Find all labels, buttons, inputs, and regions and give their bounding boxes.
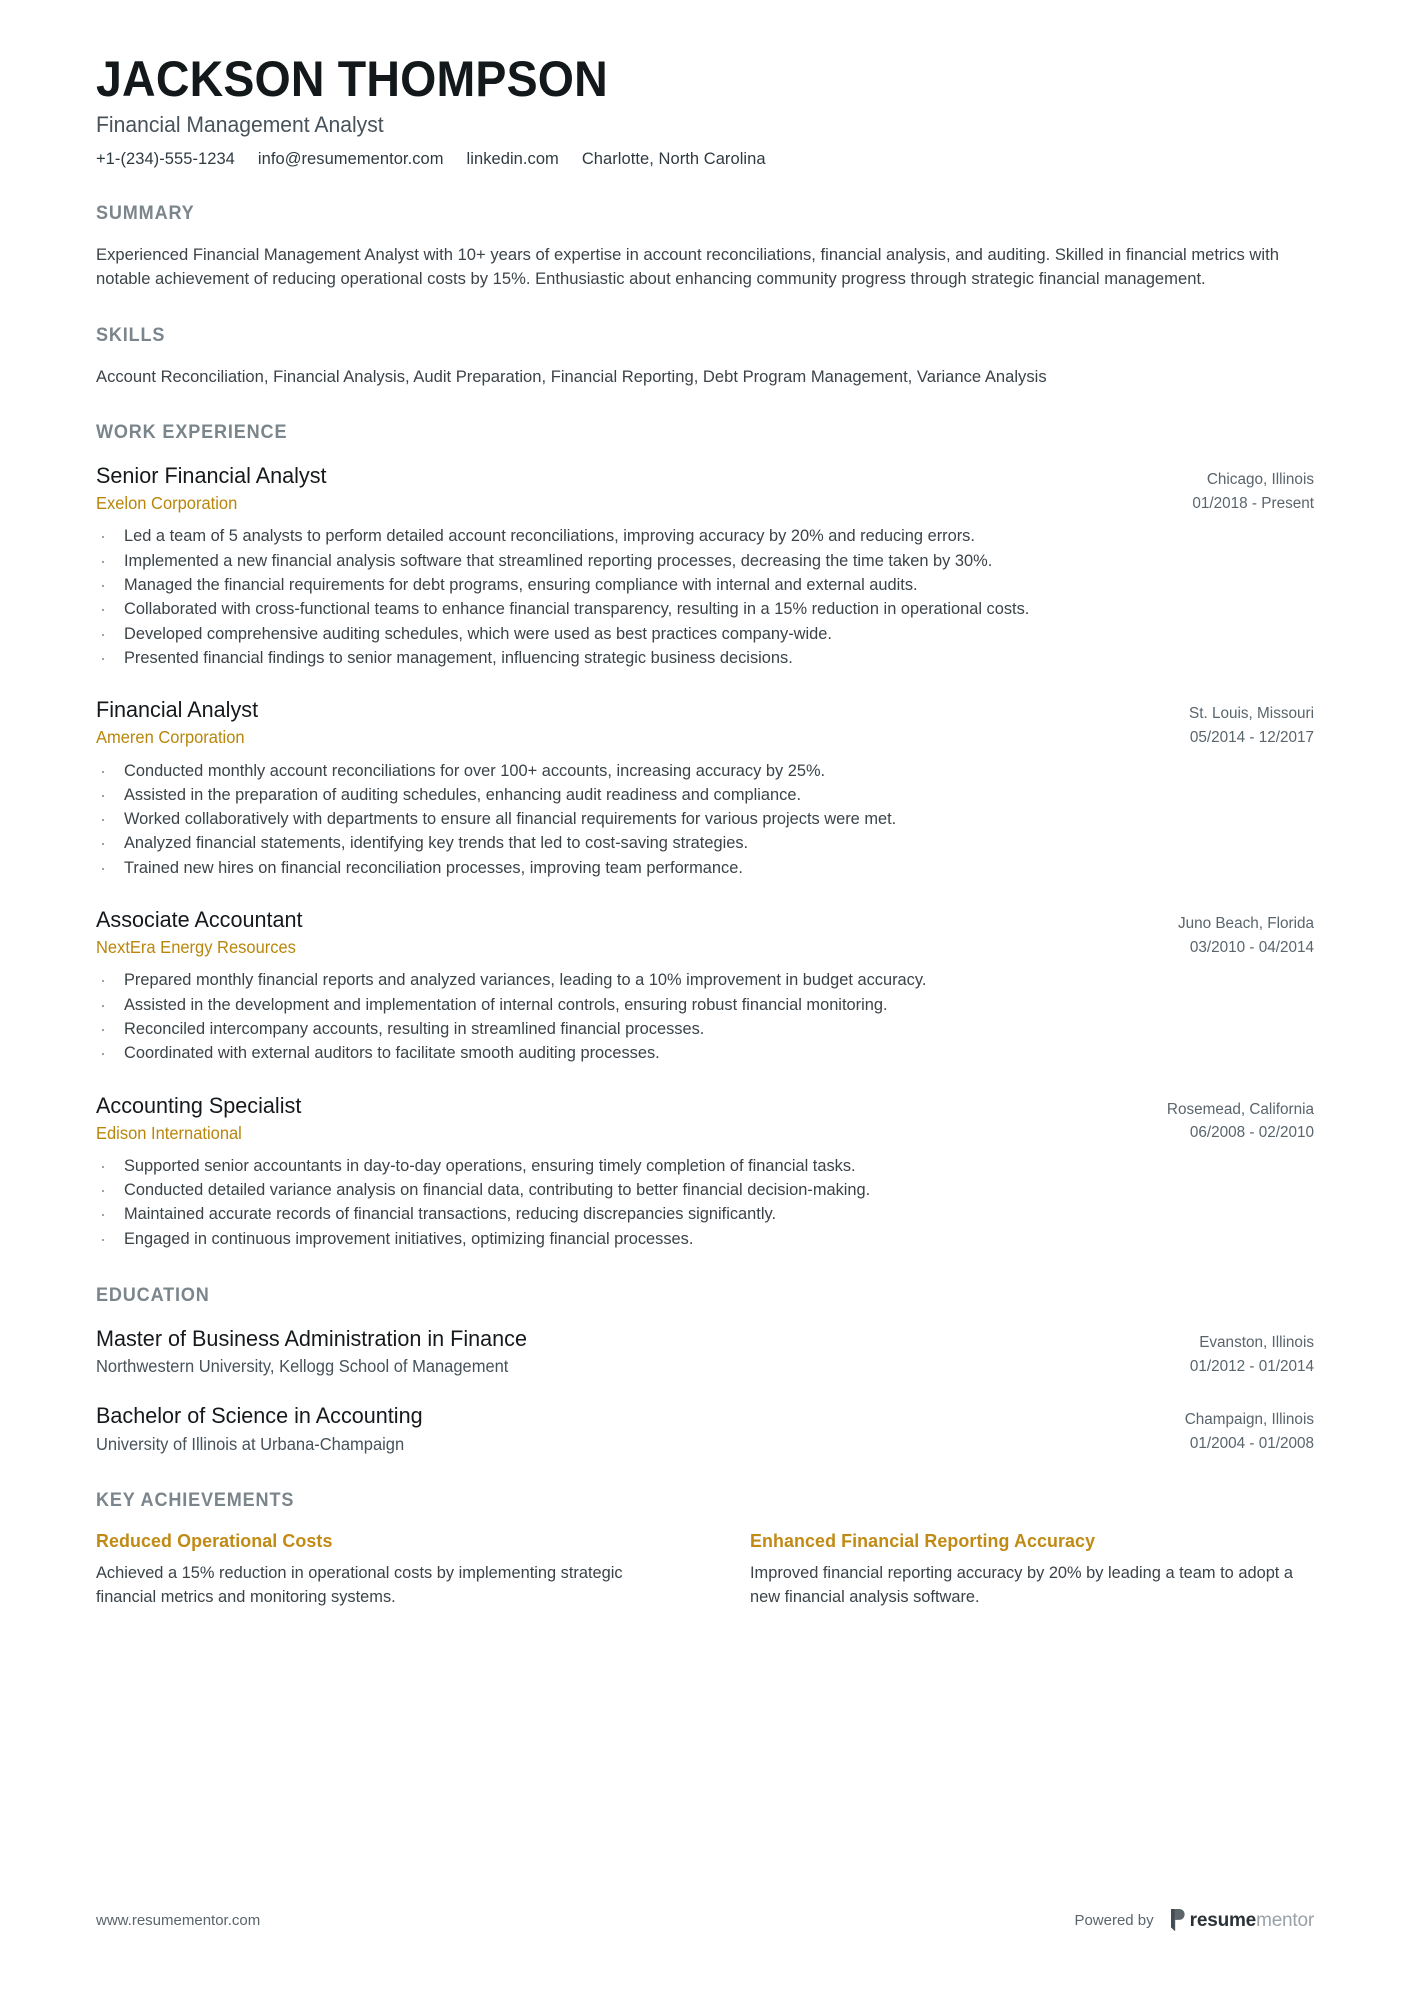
candidate-job-title: Financial Management Analyst <box>96 112 384 137</box>
experience-entry-head <box>96 696 1314 749</box>
education-entry <box>96 1325 1314 1378</box>
logo-text-light: mentor <box>1256 1909 1314 1931</box>
experience-location: St. Louis, Missouri <box>1189 705 1314 723</box>
education-heading: EDUCATION <box>96 1285 210 1307</box>
education-dates: 01/2004 - 01/2008 <box>1189 1435 1314 1453</box>
resumementor-logo-text <box>1190 1911 1314 1930</box>
skills-section <box>96 325 1314 389</box>
experience-entry <box>96 906 1314 1066</box>
summary-heading: SUMMARY <box>96 203 195 225</box>
bullet-item: · Presented financial findings to senior management, influencing strategic business decisions. <box>96 646 1314 670</box>
bullet-item: · Led a team of 5 analysts to perform detailed account reconciliations, improving accuracy by 20% and reducing errors. <box>96 524 1314 548</box>
experience-entry-meta <box>1178 906 1314 959</box>
education-location: Evanston, Illinois <box>1199 1334 1314 1352</box>
experience-entry <box>96 1092 1314 1252</box>
resumementor-logo <box>1170 1909 1314 1931</box>
key-achievements-heading: KEY ACHIEVEMENTS <box>96 1489 295 1511</box>
bullet-item: · Coordinated with external auditors to facilitate smooth auditing processes. <box>96 1041 1314 1065</box>
powered-by-label: Powered by <box>1074 1911 1154 1929</box>
education-degree: Bachelor of Science in Accounting <box>96 1403 423 1429</box>
candidate-name: JACKSON THOMPSON <box>96 51 608 107</box>
experience-dates: 06/2008 - 02/2010 <box>1189 1124 1314 1142</box>
experience-entry <box>96 462 1314 670</box>
bullet-item: · Assisted in the development and implementation of internal controls, ensuring robust financial monitoring. <box>96 993 1314 1017</box>
bullet-item: · Worked collaboratively with departments to ensure all financial requirements for various projects were met. <box>96 807 1314 831</box>
logo-text-strong: resume <box>1189 1909 1257 1931</box>
education-entry-meta <box>1185 1402 1314 1455</box>
experience-organization: Ameren Corporation <box>96 727 245 748</box>
education-entry-head <box>96 1402 1314 1455</box>
experience-role: Financial Analyst <box>96 697 259 723</box>
resumementor-logo-mark-icon <box>1170 1909 1185 1931</box>
experience-role: Accounting Specialist <box>96 1092 302 1118</box>
contact-email: info@resumementor.com <box>257 150 444 169</box>
experience-dates: 01/2018 - Present <box>1192 494 1314 512</box>
page-footer <box>96 1909 1314 1931</box>
education-entry-meta <box>1190 1325 1314 1378</box>
achievement-title: Reduced Operational Costs <box>96 1529 333 1551</box>
bullet-item: · Implemented a new financial analysis software that streamlined reporting processes, decreasing the time taken by 30%. <box>96 549 1314 573</box>
bullet-item: · Reconciled intercompany accounts, resulting in streamlined financial processes. <box>96 1017 1314 1041</box>
experience-bullets <box>96 759 1314 880</box>
bullet-item: · Collaborated with cross-functional teams to enhance financial transparency, resulting in a 15% reduction in operational costs. <box>96 597 1314 621</box>
bullet-item: · Maintained accurate records of financial transactions, reducing discrepancies significantly. <box>96 1202 1314 1226</box>
experience-entry <box>96 696 1314 880</box>
experience-entry-left <box>96 696 1189 748</box>
key-achievements-grid <box>96 1530 1314 1610</box>
achievement-description: Improved financial reporting accuracy by 20% by leading a team to adopt a new financial analysis software. <box>750 1563 1294 1606</box>
contact-phone: +1-(234)-555-1234 <box>96 150 235 169</box>
experience-organization: NextEra Energy Resources <box>96 937 296 958</box>
experience-dates: 03/2010 - 04/2014 <box>1189 938 1314 956</box>
education-school: University of Illinois at Urbana-Champaign <box>96 1433 405 1454</box>
contact-location: Charlotte, North Carolina <box>581 150 766 169</box>
bullet-item: · Developed comprehensive auditing schedules, which were used as best practices company-wide. <box>96 622 1314 646</box>
experience-dates: 05/2014 - 12/2017 <box>1189 728 1314 746</box>
work-experience-section <box>96 422 1314 1251</box>
bullet-item: · Conducted monthly account reconciliations for over 100+ accounts, increasing accuracy by 25%. <box>96 759 1314 783</box>
experience-location: Chicago, Illinois <box>1206 471 1314 489</box>
resume-header <box>96 52 1314 169</box>
experience-bullets <box>96 968 1314 1065</box>
skills-list: Account Reconciliation, Financial Analysis, Audit Preparation, Financial Reporting, Debt Program Management, Variance Analysis <box>96 366 1047 386</box>
experience-entry-head <box>96 906 1314 959</box>
achievement-item <box>96 1530 660 1610</box>
experience-location: Juno Beach, Florida <box>1177 914 1314 932</box>
bullet-item: · Analyzed financial statements, identifying key trends that led to cost-saving strategies. <box>96 831 1314 855</box>
footer-website[interactable]: www.resumementor.com <box>96 1911 261 1929</box>
summary-section <box>96 203 1314 290</box>
achievement-title: Enhanced Financial Reporting Accuracy <box>750 1529 1096 1551</box>
experience-entry-meta <box>1189 696 1314 749</box>
education-entry-left <box>96 1325 1190 1377</box>
education-section <box>96 1285 1314 1456</box>
contact-row <box>96 150 1314 169</box>
footer-branding <box>1074 1909 1314 1931</box>
experience-bullets <box>96 1154 1314 1251</box>
bullet-item: · Managed the financial requirements for debt programs, ensuring compliance with internal and external audits. <box>96 573 1314 597</box>
experience-entry-left <box>96 1092 1167 1144</box>
experience-entry-head <box>96 462 1314 515</box>
experience-role: Senior Financial Analyst <box>96 463 327 489</box>
experience-entry-left <box>96 462 1192 514</box>
experience-location: Rosemead, California <box>1166 1100 1314 1118</box>
skills-heading: SKILLS <box>96 324 166 346</box>
bullet-item: · Engaged in continuous improvement initiatives, optimizing financial processes. <box>96 1227 1314 1251</box>
experience-bullets <box>96 524 1314 670</box>
bullet-item: · Conducted detailed variance analysis on financial data, contributing to better financial decision-making. <box>96 1178 1314 1202</box>
summary-text: Experienced Financial Management Analyst with 10+ years of expertise in account reconciliations, financial analysis, and auditing. Skilled in financial metrics with notable achievement of reducing operational costs by 15%. Enthusiastic about enhancing community progress through strategic financial management. <box>96 245 1279 288</box>
experience-entry-meta <box>1167 1092 1314 1145</box>
achievement-item <box>750 1530 1314 1610</box>
bullet-item: · Trained new hires on financial reconciliation processes, improving team performance. <box>96 856 1314 880</box>
experience-entry-head <box>96 1092 1314 1145</box>
experience-organization: Edison International <box>96 1122 242 1143</box>
education-entry-left <box>96 1402 1185 1454</box>
education-dates: 01/2012 - 01/2014 <box>1189 1357 1314 1375</box>
achievement-description: Achieved a 15% reduction in operational costs by implementing strategic financial metrics and monitoring systems. <box>96 1563 623 1606</box>
education-entry <box>96 1402 1314 1455</box>
education-location: Champaign, Illinois <box>1184 1411 1314 1429</box>
experience-entry-meta <box>1192 462 1314 515</box>
education-entry-head <box>96 1325 1314 1378</box>
education-school: Northwestern University, Kellogg School of Management <box>96 1356 509 1377</box>
contact-linkedin[interactable]: linkedin.com <box>466 150 559 169</box>
bullet-item: · Supported senior accountants in day-to-day operations, ensuring timely completion of financial tasks. <box>96 1154 1314 1178</box>
bullet-item: · Assisted in the preparation of auditing schedules, enhancing audit readiness and compliance. <box>96 783 1314 807</box>
work-experience-heading: WORK EXPERIENCE <box>96 422 288 444</box>
experience-entry-left <box>96 906 1178 958</box>
experience-organization: Exelon Corporation <box>96 493 238 514</box>
bullet-item: · Prepared monthly financial reports and analyzed variances, leading to a 10% improvement in budget accuracy. <box>96 968 1314 992</box>
key-achievements-section <box>96 1490 1314 1610</box>
education-degree: Master of Business Administration in Finance <box>96 1326 528 1352</box>
experience-role: Associate Accountant <box>96 906 303 932</box>
